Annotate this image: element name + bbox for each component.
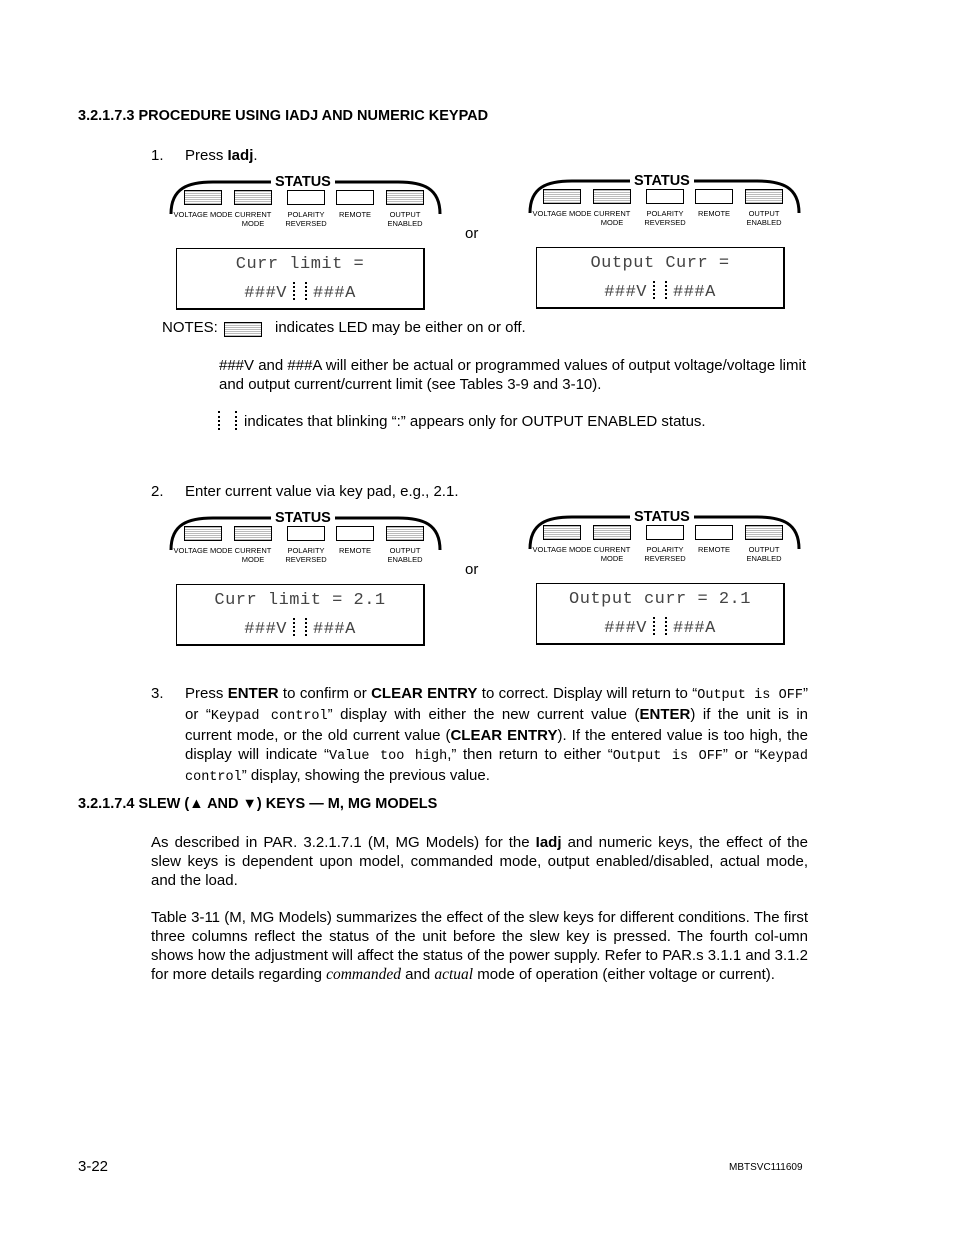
lcd-line-2: ###V ###A	[244, 284, 356, 303]
paragraph: As described in PAR. 3.2.1.7.1 (M, MG Models) for the Iadj and numeric keys, the effect of the slew keys is dependent upon model, commanded mode, output enabled/disabled, actual mode, and the load.	[151, 834, 808, 889]
led-output-enabled	[386, 526, 424, 541]
blinking-colon-icon	[653, 281, 667, 299]
led-current-mode	[593, 189, 631, 204]
status-panel	[168, 510, 443, 570]
down-triangle-icon: ▼	[242, 796, 257, 812]
lcd-display	[536, 583, 785, 645]
led-label: CURRENT MODE	[593, 545, 631, 563]
led-label: VOLTAGE MODE	[532, 545, 592, 554]
led-voltage-mode	[543, 189, 581, 204]
led-label: OUTPUT ENABLED	[387, 546, 423, 564]
led-voltage-mode	[184, 526, 222, 541]
note-text: indicates that blinking “:” appears only for OUTPUT ENABLED status.	[244, 413, 706, 430]
or-label: or	[465, 225, 479, 242]
status-label: STATUS	[630, 509, 694, 525]
blinking-colon-icon	[293, 282, 307, 300]
or-label: or	[465, 561, 479, 578]
step-text: Press ENTER to confirm or CLEAR ENTRY to correct. Display will return to “Output is OFF” or “Keypad control” display with either the new current value (ENTER) if the unit is in current mode, or the old current value (CLEAR ENTRY). If the entered value is too high, the display will indicate “Value too high,” then return to either “Output is OFF” or “Keypad control” display, showing the previous value.	[185, 685, 809, 785]
note-text: indicates LED may be either on or off.	[275, 319, 526, 336]
lcd-display	[176, 248, 425, 310]
led-label: REMOTE	[338, 210, 372, 219]
lcd-line-1: Curr limit = 2.1	[214, 591, 386, 610]
led-current-mode	[593, 525, 631, 540]
led-polarity-reversed	[287, 526, 325, 541]
lcd-line-2: ###V ###A	[604, 283, 716, 302]
led-remote	[336, 190, 374, 205]
blinking-colon-icon	[218, 411, 237, 430]
status-label: STATUS	[271, 510, 335, 526]
led-label: POLARITY REVERSED	[644, 545, 686, 563]
led-output-enabled	[745, 525, 783, 540]
led-label: VOLTAGE MODE	[173, 546, 233, 555]
led-current-mode	[234, 190, 272, 205]
status-label: STATUS	[271, 174, 335, 190]
led-label: CURRENT MODE	[234, 210, 272, 228]
led-output-enabled	[386, 190, 424, 205]
lcd-line-1: Curr limit =	[235, 255, 365, 274]
blinking-colon-icon	[293, 618, 307, 636]
section-heading: 3.2.1.7.3 PROCEDURE USING IADJ AND NUMERIC KEYPAD	[78, 108, 489, 124]
document-code: MBTSVC111609	[729, 1162, 803, 1173]
status-panel	[527, 509, 802, 569]
step-number: 2.	[151, 483, 164, 500]
paragraph: Table 3-11 (M, MG Models) summarizes the effect of the slew keys for different conditions. The first three columns reflect the status of the unit before the slew key is pressed. The fourth col-umn shows how the adjustment will affect the status of the power supply. Refer to PAR.s 3.1.1 and 3.1.2 for more details regarding commanded and actual mode of operation (either voltage or current).	[151, 909, 808, 983]
led-label: VOLTAGE MODE	[173, 210, 233, 219]
led-label: CURRENT MODE	[234, 546, 272, 564]
page-number: 3-22	[78, 1158, 109, 1175]
notes-label: NOTES:	[162, 319, 218, 336]
step-number: 3.	[151, 685, 164, 702]
led-output-enabled	[745, 189, 783, 204]
led-polarity-reversed	[287, 190, 325, 205]
led-label: OUTPUT ENABLED	[746, 545, 782, 563]
led-label: REMOTE	[697, 209, 731, 218]
lcd-line-1: Output curr = 2.1	[569, 590, 751, 609]
lcd-display	[536, 247, 785, 309]
led-label: REMOTE	[338, 546, 372, 555]
led-voltage-mode	[543, 525, 581, 540]
step-text: Enter current value via key pad, e.g., 2.1.	[185, 483, 459, 500]
led-label: OUTPUT ENABLED	[387, 210, 423, 228]
led-polarity-reversed	[646, 189, 684, 204]
led-label: CURRENT MODE	[593, 209, 631, 227]
led-label: POLARITY REVERSED	[644, 209, 686, 227]
note-text: ###V and ###A will either be actual or programmed values of output voltage/voltage limit and output current/current limit (see Tables 3-9 and 3-10).	[219, 357, 807, 393]
led-voltage-mode	[184, 190, 222, 205]
blinking-colon-icon	[653, 617, 667, 635]
led-remote	[336, 526, 374, 541]
lcd-line-2: ###V ###A	[244, 620, 356, 639]
led-label: OUTPUT ENABLED	[746, 209, 782, 227]
led-label: POLARITY REVERSED	[285, 546, 327, 564]
lcd-line-2: ###V ###A	[604, 619, 716, 638]
up-triangle-icon: ▲	[189, 796, 204, 812]
lcd-line-1: Output Curr =	[590, 254, 730, 273]
led-current-mode	[234, 526, 272, 541]
section-heading: 3.2.1.7.4 SLEW (▲ AND ▼) KEYS — M, MG MODELS	[78, 796, 438, 812]
led-polarity-reversed	[646, 525, 684, 540]
status-panel	[168, 174, 443, 234]
step-number: 1.	[151, 147, 164, 164]
led-label: REMOTE	[697, 545, 731, 554]
led-remote	[695, 189, 733, 204]
status-panel	[527, 173, 802, 233]
step-text: Press Iadj.	[185, 147, 258, 164]
led-remote	[695, 525, 733, 540]
hatched-led-icon	[224, 322, 262, 337]
lcd-display	[176, 584, 425, 646]
status-label: STATUS	[630, 173, 694, 189]
led-label: VOLTAGE MODE	[532, 209, 592, 218]
led-label: POLARITY REVERSED	[285, 210, 327, 228]
